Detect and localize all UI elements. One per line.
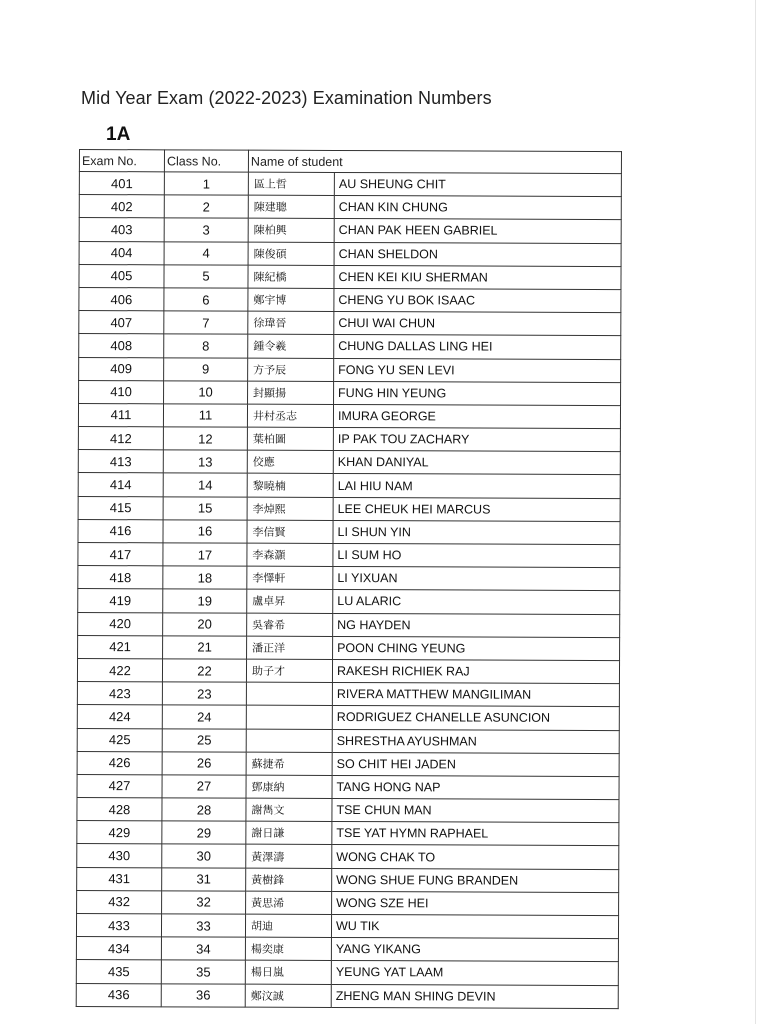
exam-no-cell: 411 xyxy=(78,403,163,427)
table-body xyxy=(76,172,621,1009)
class-no-cell: 2 xyxy=(164,195,248,219)
table-row xyxy=(79,287,621,312)
exam-no-cell: 414 xyxy=(78,473,163,497)
chinese-name-cell: 葉柏圖 xyxy=(247,427,333,451)
chinese-name-cell: 黃思浠 xyxy=(246,891,332,915)
chinese-name-cell: 潘正洋 xyxy=(247,636,333,660)
chinese-name-cell: 區上哲 xyxy=(248,172,334,196)
exam-no-cell: 419 xyxy=(78,589,163,613)
chinese-name-cell xyxy=(246,729,332,753)
table-row xyxy=(77,705,619,730)
table-header-row xyxy=(79,150,621,174)
exam-no-cell: 418 xyxy=(78,566,163,590)
header-class-no: Class No. xyxy=(164,150,248,172)
header-exam-no: Exam No. xyxy=(79,150,164,172)
exam-no-cell: 424 xyxy=(77,705,162,729)
class-no-cell: 24 xyxy=(162,705,246,729)
chinese-name-cell: 方予辰 xyxy=(248,358,334,382)
class-no-cell: 30 xyxy=(162,844,246,868)
exam-no-cell: 433 xyxy=(76,913,161,937)
header-name-of-student: Name of student xyxy=(248,150,621,173)
chinese-name-cell: 鄭宇博 xyxy=(248,288,334,312)
class-no-cell: 25 xyxy=(162,728,246,752)
exam-no-cell: 408 xyxy=(79,334,164,358)
english-name-cell: RAKESH RICHIEK RAJ xyxy=(332,659,619,683)
exam-no-cell: 409 xyxy=(79,357,164,381)
table-row xyxy=(79,218,621,243)
chinese-name-cell: 黃樹鋒 xyxy=(246,868,332,892)
english-name-cell: FUNG HIN YEUNG xyxy=(334,381,621,405)
exam-no-cell: 401 xyxy=(79,172,164,196)
table-row xyxy=(77,867,619,892)
english-name-cell: WONG SHUE FUNG BRANDEN xyxy=(332,868,619,892)
table-row xyxy=(77,798,619,823)
exam-no-cell: 426 xyxy=(77,751,162,775)
class-no-cell: 36 xyxy=(161,983,245,1007)
english-name-cell: CHAN PAK HEEN GABRIEL xyxy=(334,219,621,243)
exam-no-cell: 416 xyxy=(78,519,163,543)
class-no-cell: 31 xyxy=(162,867,246,891)
english-name-cell: CHUI WAI CHUN xyxy=(334,312,621,336)
chinese-name-cell: 陳建聰 xyxy=(248,195,334,219)
exam-no-cell: 420 xyxy=(78,612,163,636)
table-row xyxy=(78,566,620,591)
table-row xyxy=(79,334,621,359)
class-no-cell: 17 xyxy=(163,543,247,567)
english-name-cell: SO CHIT HEI JADEN xyxy=(332,752,619,776)
chinese-name-cell: 封顯揚 xyxy=(248,381,334,405)
english-name-cell: LAI HIU NAM xyxy=(333,474,620,498)
chinese-name-cell: 謝雋文 xyxy=(246,798,332,822)
chinese-name-cell: 李森灝 xyxy=(247,543,333,567)
exam-no-cell: 429 xyxy=(77,821,162,845)
table-row xyxy=(77,774,619,799)
english-name-cell: YEUNG YAT LAAM xyxy=(331,961,618,985)
exam-no-cell: 434 xyxy=(76,937,161,961)
chinese-name-cell: 鄭汶誠 xyxy=(245,984,331,1008)
english-name-cell: TSE CHUN MAN xyxy=(332,799,619,823)
english-name-cell: RIVERA MATTHEW MANGILIMAN xyxy=(332,683,619,707)
chinese-name-cell: 陳紀橋 xyxy=(248,265,334,289)
english-name-cell: TANG HONG NAP xyxy=(332,775,619,799)
exam-no-cell: 430 xyxy=(77,844,162,868)
table-row xyxy=(78,542,620,567)
chinese-name-cell: 鄧康納 xyxy=(246,775,332,799)
table-row xyxy=(77,821,619,846)
chinese-name-cell: 鍾令羲 xyxy=(248,334,334,358)
exam-no-cell: 404 xyxy=(79,241,164,265)
english-name-cell: ZHENG MAN SHING DEVIN xyxy=(331,984,618,1008)
table-row xyxy=(79,357,621,382)
english-name-cell: POON CHING YEUNG xyxy=(333,636,620,660)
exam-no-cell: 421 xyxy=(78,635,163,659)
table-row xyxy=(78,589,620,614)
class-no-cell: 5 xyxy=(164,265,248,289)
class-no-cell: 21 xyxy=(163,636,247,660)
exam-no-cell: 406 xyxy=(79,287,164,311)
class-no-cell: 6 xyxy=(164,288,248,312)
class-label: 1A xyxy=(106,124,131,145)
chinese-name-cell: 徐瑋晉 xyxy=(248,311,334,335)
chinese-name-cell: 助子才 xyxy=(246,659,332,683)
class-no-cell: 16 xyxy=(163,520,247,544)
chinese-name-cell: 楊奕康 xyxy=(245,937,331,961)
english-name-cell: LI SUM HO xyxy=(333,543,620,567)
exam-no-cell: 423 xyxy=(77,682,162,706)
table-row xyxy=(78,612,620,637)
exam-no-cell: 435 xyxy=(76,960,161,984)
chinese-name-cell: 盧卓昇 xyxy=(247,590,333,614)
class-no-cell: 1 xyxy=(164,172,248,196)
english-name-cell: AU SHEUNG CHIT xyxy=(334,172,621,196)
table-row xyxy=(78,473,620,498)
class-no-cell: 8 xyxy=(164,334,248,358)
english-name-cell: YANG YIKANG xyxy=(331,938,618,962)
table-row xyxy=(77,682,619,707)
class-no-cell: 34 xyxy=(161,937,245,961)
class-no-cell: 22 xyxy=(162,659,246,683)
chinese-name-cell: 李焯熙 xyxy=(247,497,333,521)
chinese-name-cell: 井村丞志 xyxy=(247,404,333,428)
class-no-cell: 11 xyxy=(163,404,247,428)
table-row xyxy=(78,403,620,428)
english-name-cell: WU TIK xyxy=(331,914,618,938)
english-name-cell: CHAN SHELDON xyxy=(334,242,621,266)
english-name-cell: TSE YAT HYMN RAPHAEL xyxy=(332,822,619,846)
exam-no-cell: 432 xyxy=(77,890,162,914)
chinese-name-cell: 陳柏興 xyxy=(248,219,334,243)
exam-no-cell: 428 xyxy=(77,798,162,822)
english-name-cell: IP PAK TOU ZACHARY xyxy=(333,428,620,452)
exam-no-cell: 415 xyxy=(78,496,163,520)
table-row xyxy=(76,937,618,962)
chinese-name-cell: 楊日嵐 xyxy=(245,961,331,985)
class-no-cell: 32 xyxy=(162,891,246,915)
english-name-cell: LU ALARIC xyxy=(333,590,620,614)
english-name-cell: LEE CHEUK HEI MARCUS xyxy=(333,497,620,521)
table-row xyxy=(78,427,620,452)
class-no-cell: 27 xyxy=(162,775,246,799)
class-no-cell: 4 xyxy=(164,241,248,265)
english-name-cell: WONG CHAK TO xyxy=(332,845,619,869)
chinese-name-cell: 謝日謙 xyxy=(246,821,332,845)
table-row xyxy=(79,241,621,266)
table-row xyxy=(76,913,618,938)
table-row xyxy=(78,496,620,521)
exam-no-cell: 427 xyxy=(77,774,162,798)
table-row xyxy=(78,635,620,660)
exam-no-cell: 417 xyxy=(78,542,163,566)
table-row xyxy=(77,658,619,683)
exam-numbers-table xyxy=(76,149,622,1009)
english-name-cell: FONG YU SEN LEVI xyxy=(334,358,621,382)
class-no-cell: 15 xyxy=(163,496,247,520)
table-row xyxy=(79,311,621,336)
page-edge xyxy=(755,0,756,1024)
english-name-cell: CHEN KEI KIU SHERMAN xyxy=(334,265,621,289)
english-name-cell: NG HAYDEN xyxy=(333,613,620,637)
exam-no-cell: 425 xyxy=(77,728,162,752)
class-no-cell: 26 xyxy=(162,752,246,776)
exam-no-cell: 412 xyxy=(78,427,163,451)
english-name-cell: CHENG YU BOK ISAAC xyxy=(334,288,621,312)
exam-no-cell: 436 xyxy=(76,983,161,1007)
exam-no-cell: 402 xyxy=(79,195,164,219)
table-row xyxy=(78,519,620,544)
exam-no-cell: 403 xyxy=(79,218,164,242)
class-no-cell: 20 xyxy=(163,612,247,636)
table-row xyxy=(77,890,619,915)
table-row xyxy=(77,728,619,753)
chinese-name-cell xyxy=(246,682,332,706)
class-no-cell: 18 xyxy=(163,566,247,590)
english-name-cell: CHUNG DALLAS LING HEI xyxy=(334,335,621,359)
english-name-cell: WONG SZE HEI xyxy=(332,891,619,915)
chinese-name-cell xyxy=(246,705,332,729)
exam-no-cell: 422 xyxy=(77,658,162,682)
chinese-name-cell: 陳俊碩 xyxy=(248,242,334,266)
english-name-cell: RODRIGUEZ CHANELLE ASUNCION xyxy=(332,706,619,730)
class-no-cell: 12 xyxy=(163,427,247,451)
table-row xyxy=(79,264,621,289)
chinese-name-cell: 蘇捷希 xyxy=(246,752,332,776)
english-name-cell: KHAN DANIYAL xyxy=(333,451,620,475)
exam-no-cell: 407 xyxy=(79,311,164,335)
chinese-name-cell: 黃澤濤 xyxy=(246,845,332,869)
document-title: Mid Year Exam (2022-2023) Examination Numbers xyxy=(81,88,492,108)
chinese-name-cell: 胡迪 xyxy=(245,914,331,938)
chinese-name-cell: 李信賢 xyxy=(247,520,333,544)
chinese-name-cell: 李懌軒 xyxy=(247,566,333,590)
table-row xyxy=(79,195,621,220)
table-row xyxy=(77,751,619,776)
class-no-cell: 14 xyxy=(163,473,247,497)
table-row xyxy=(79,380,621,405)
exam-no-cell: 410 xyxy=(79,380,164,404)
chinese-name-cell: 黎曉楠 xyxy=(247,474,333,498)
table-row xyxy=(76,983,618,1008)
class-no-cell: 28 xyxy=(162,798,246,822)
class-no-cell: 13 xyxy=(163,450,247,474)
exam-no-cell: 431 xyxy=(77,867,162,891)
english-name-cell: LI YIXUAN xyxy=(333,567,620,591)
table-row xyxy=(79,172,621,197)
english-name-cell: SHRESTHA AYUSHMAN xyxy=(332,729,619,753)
chinese-name-cell: 吳睿希 xyxy=(247,613,333,637)
chinese-name-cell: 佼應 xyxy=(247,450,333,474)
table-row xyxy=(78,450,620,475)
class-no-cell: 7 xyxy=(164,311,248,335)
class-no-cell: 19 xyxy=(163,589,247,613)
english-name-cell: CHAN KIN CHUNG xyxy=(334,196,621,220)
class-no-cell: 3 xyxy=(164,218,248,242)
english-name-cell: LI SHUN YIN xyxy=(333,520,620,544)
table-row xyxy=(77,844,619,869)
english-name-cell: IMURA GEORGE xyxy=(333,404,620,428)
class-no-cell: 9 xyxy=(164,357,248,381)
class-no-cell: 29 xyxy=(162,821,246,845)
exam-no-cell: 405 xyxy=(79,264,164,288)
class-no-cell: 35 xyxy=(161,960,245,984)
class-no-cell: 33 xyxy=(161,914,245,938)
exam-no-cell: 413 xyxy=(78,450,163,474)
table-row xyxy=(76,960,618,985)
class-no-cell: 10 xyxy=(164,381,248,405)
class-no-cell: 23 xyxy=(162,682,246,706)
